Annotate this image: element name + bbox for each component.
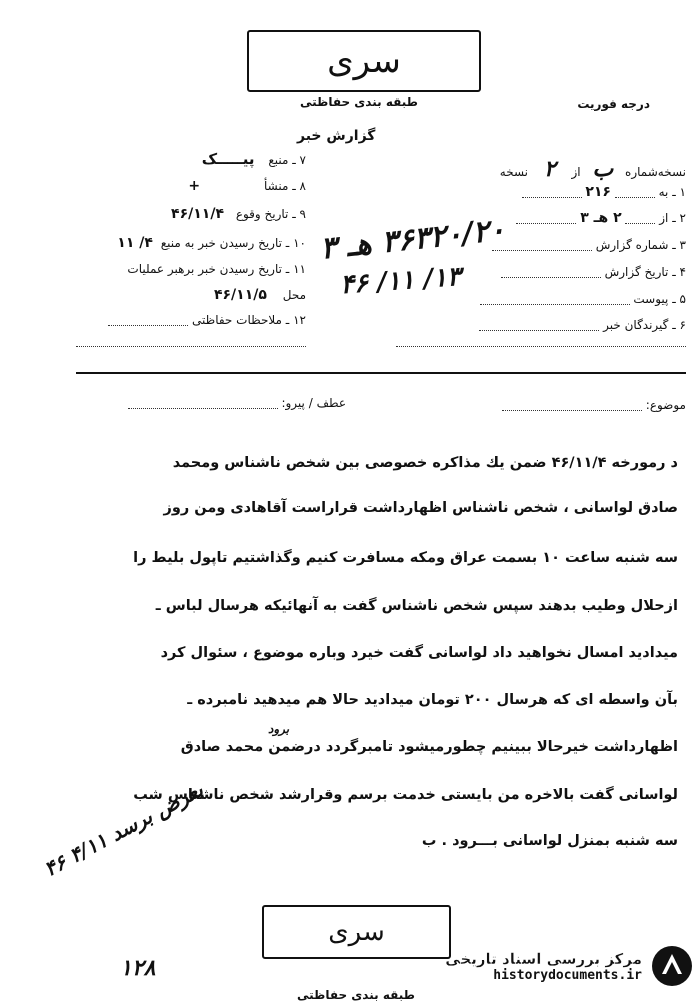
- body-line-4: ازحلال وطیب بدهند سپس شخص ناشناس گفت به آنهائیکه هرسال لباس ـ: [155, 598, 678, 614]
- recipients-label: ۶ ـ گیرندگان خبر: [603, 318, 686, 332]
- source-received-value: ۴/ ۱۱: [117, 235, 153, 251]
- body-line-6: بآن واسطه ای که هرسال ۲۰۰ تومان میدادید حالا هم میدهید نامبرده ـ: [187, 692, 678, 708]
- protective-notes-row: [76, 313, 306, 327]
- origin-label: ۸ ـ منشأ: [263, 179, 306, 193]
- stamp-bottom-text: سری: [328, 917, 385, 947]
- archive-logo-name: مرکز بررسی اسناد تاریخی: [445, 949, 642, 968]
- classification-stamp-top: [247, 30, 481, 92]
- occurrence-date-row: [76, 206, 306, 222]
- from-value: ۲ هـ ۳: [580, 210, 622, 226]
- copy-total-value: ۲: [543, 156, 556, 182]
- copy-number-label: نسخه‌شماره: [625, 165, 686, 179]
- attachment-row: [480, 292, 686, 306]
- leader-received-row: [76, 262, 306, 276]
- stamp-top-text: سری: [327, 41, 401, 81]
- archive-logo-url: historydocuments.ir: [493, 967, 642, 983]
- notes-extra-line: [76, 346, 306, 347]
- handwritten-signature: ۱۲۸: [120, 955, 156, 981]
- occurrence-date-value: ۴۶/۱۱/۴: [171, 206, 224, 222]
- copy-of-label: از: [571, 165, 581, 179]
- attachment-label: ۵ ـ پیوست: [633, 292, 686, 306]
- source-value: پیـــــک: [201, 150, 255, 168]
- place-value: ۴۶/۱۱/۵: [213, 287, 267, 303]
- body-line-9: سه شنبه بمنزل لواسانی بـــرود . ب: [421, 833, 678, 849]
- origin-value: +: [188, 178, 201, 194]
- archive-logo: [445, 944, 694, 988]
- body-line-8: لواسانی گفت بالاخره من بایستی خدمت برسم وقرارشد شخص ناشناس شب: [133, 787, 678, 803]
- subject-label: موضوع: [649, 398, 686, 412]
- body-line-7: اظهارداشت خیرحالا ببینیم چطورمیشود تامبرگردد درضمن محمد صادق: [180, 739, 678, 755]
- classification-stamp-bottom: [262, 905, 451, 959]
- source-row: [76, 150, 306, 168]
- copy-number-row: [500, 156, 686, 182]
- reference-row: عطف / پیرو:: [76, 396, 346, 410]
- place-row: [76, 287, 306, 303]
- classification-label-top: طبقه بندی حفاظتی: [300, 95, 418, 109]
- to-row: [522, 184, 687, 200]
- origin-row: [76, 178, 306, 194]
- source-label: ۷ ـ منبع: [268, 153, 306, 167]
- handwritten-report-number: ۳۶۳۲۰/۲۰ هـ ۳: [318, 212, 507, 267]
- interlinear-note: برود: [268, 722, 290, 736]
- handwritten-report-date: ۱۳/ ۱۱/ ۴۶: [339, 261, 462, 301]
- body-line-5: میدادید امسال نخواهید داد لواسانی گفت خیرد وباره موضوع ، سئوال کرد: [160, 645, 678, 661]
- report-date-label: ۴ ـ تاریخ گزارش: [604, 265, 686, 279]
- place-label: محل: [282, 288, 306, 302]
- body-line-2: صادق لواسانی ، شخص ناشناس اظهارداشت قراراست آقاهادی ومن روز: [163, 500, 678, 516]
- archive-logo-icon: [650, 944, 694, 988]
- leader-received-label: ۱۱ ـ تاریخ رسیدن خبر برهبر عملیات: [127, 262, 306, 276]
- to-label: ۱ ـ به: [658, 185, 686, 199]
- source-received-label: ۱۰ ـ تاریخ رسیدن خبر به منبع: [160, 236, 306, 250]
- protective-notes-label: ۱۲ ـ ملاحظات حفاظتی: [192, 313, 306, 327]
- from-row: [516, 210, 686, 226]
- reference-label: عطف / پیرو: [285, 396, 346, 410]
- copy-end-label: نسخه: [499, 165, 529, 179]
- classification-label-bottom: طبقه بندی حفاظتی: [297, 988, 415, 1002]
- handwritten-margin-note: بعرض برسد ۴/۱۱ ۴۶: [40, 777, 207, 882]
- report-number-row: [492, 238, 686, 252]
- section-divider: [76, 372, 686, 374]
- recipients-extra-line: [396, 346, 686, 347]
- source-received-row: [62, 235, 306, 251]
- body-line-3: سه شنبه ساعت ۱۰ بسمت عراق ومکه مسافرت کنیم وگذاشتیم تاپول بلیط را: [133, 550, 678, 566]
- report-number-label: ۳ ـ شماره گزارش: [595, 238, 686, 252]
- form-title: گزارش خبر: [297, 128, 376, 144]
- subject-row: موضوع:: [502, 398, 686, 412]
- copy-number-value: ب: [592, 156, 614, 182]
- to-value: ۲۱۶: [585, 184, 611, 200]
- body-line-1: د رمورخه ۴۶/۱۱/۴ ضمن یك مذاکره خصوصی بین شخص ناشناس ومحمد: [172, 455, 678, 471]
- priority-label: درجه فوریت: [577, 97, 650, 111]
- occurrence-date-label: ۹ ـ تاریخ وقوع: [235, 207, 306, 221]
- report-date-row: [501, 265, 686, 279]
- recipients-row: [479, 318, 686, 332]
- from-label: ۲ ـ از: [659, 211, 686, 225]
